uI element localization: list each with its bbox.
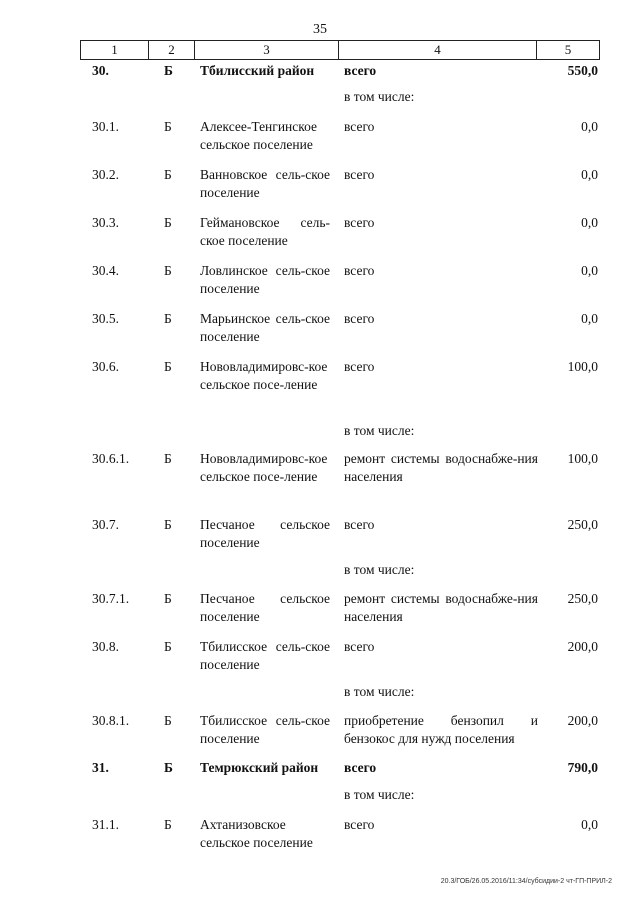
row-description: всего xyxy=(344,63,377,78)
row-value: 0,0 xyxy=(581,167,598,182)
row-description: всего xyxy=(344,817,375,832)
row-value: 0,0 xyxy=(581,119,598,134)
row-description: всего xyxy=(344,311,375,326)
row-value: 0,0 xyxy=(581,817,598,832)
row-value: 250,0 xyxy=(567,591,598,606)
row-category: Б xyxy=(164,817,172,832)
row-name: Тбилисское сель-ское поселение xyxy=(200,639,330,672)
row-number: 31.1. xyxy=(92,817,119,832)
row-name: Алексее-Тенгинское сельское поселение xyxy=(200,119,318,152)
row-number: 30.7. xyxy=(92,517,119,532)
row-description: всего xyxy=(344,639,375,654)
subtotal-label: в том числе: xyxy=(344,89,415,104)
page-number: 35 xyxy=(313,22,327,37)
row-name: Темрюкский район xyxy=(200,760,319,775)
row-category: Б xyxy=(164,119,172,134)
row-number: 30.1. xyxy=(92,119,119,134)
row-number: 30.6.1. xyxy=(92,451,130,466)
subtotal-label: в том числе: xyxy=(344,684,415,699)
row-category: Б xyxy=(164,451,172,466)
row-description: ремонт системы водоснабже-ния населения xyxy=(344,451,538,484)
row-category: Б xyxy=(164,639,172,654)
row-number: 30.5. xyxy=(92,311,119,326)
row-category: Б xyxy=(164,215,172,230)
row-description: всего xyxy=(344,517,375,532)
subtotal-label: в том числе: xyxy=(344,787,415,802)
row-number: 30. xyxy=(92,63,109,78)
row-number: 30.4. xyxy=(92,263,119,278)
row-value: 100,0 xyxy=(567,359,598,374)
row-description: всего xyxy=(344,119,375,134)
row-description: всего xyxy=(344,359,375,374)
row-value: 200,0 xyxy=(567,639,598,654)
row-number: 30.2. xyxy=(92,167,119,182)
header-col-1: 1 xyxy=(81,41,149,59)
row-description: приобретение бензопил и бензокос для нужд поселения xyxy=(344,713,538,746)
row-category: Б xyxy=(164,517,172,532)
row-name: Песчаное сельское поселение xyxy=(200,591,330,624)
header-col-4: 4 xyxy=(339,41,537,59)
row-description: всего xyxy=(344,263,375,278)
header-col-5: 5 xyxy=(564,42,572,57)
header-col-3: 3 xyxy=(195,41,339,59)
row-name: Ахтанизовское сельское поселение xyxy=(200,817,313,850)
row-number: 30.7.1. xyxy=(92,591,130,606)
row-number: 30.3. xyxy=(92,215,119,230)
row-description: всего xyxy=(344,760,377,775)
row-number: 30.8.1. xyxy=(92,713,130,728)
header-col-2: 2 xyxy=(149,41,195,59)
row-description: ремонт системы водоснабже-ния населения xyxy=(344,591,538,624)
row-category: Б xyxy=(164,760,173,775)
row-category: Б xyxy=(164,311,172,326)
row-name: Марьинское сель-ское поселение xyxy=(200,311,330,344)
document-footer: 20.3/ГОБ/26.05.2016/11:34/субсидии-2 чт-ГП-ПРИЛ-2 xyxy=(440,878,612,885)
row-number: 30.8. xyxy=(92,639,119,654)
row-category: Б xyxy=(164,263,172,278)
row-value: 0,0 xyxy=(581,215,598,230)
row-value: 790,0 xyxy=(567,760,598,775)
row-value: 100,0 xyxy=(567,451,598,466)
row-category: Б xyxy=(164,713,172,728)
row-name: Нововладимировс-кое сельское посе-ление xyxy=(200,359,328,392)
row-number: 31. xyxy=(92,760,109,775)
subtotal-label: в том числе: xyxy=(344,423,415,438)
subtotal-label: в том числе: xyxy=(344,562,415,577)
row-value: 0,0 xyxy=(581,311,598,326)
row-description: всего xyxy=(344,215,375,230)
row-name: Песчаное сельское поселение xyxy=(200,517,330,550)
row-value: 250,0 xyxy=(567,517,598,532)
row-value: 200,0 xyxy=(567,713,598,728)
row-name: Ловлинское сель-ское поселение xyxy=(200,263,330,296)
row-value: 550,0 xyxy=(567,63,598,78)
row-name: Нововладимировс-кое сельское посе-ление xyxy=(200,451,328,484)
row-category: Б xyxy=(164,591,172,606)
row-category: Б xyxy=(164,63,173,78)
row-value: 0,0 xyxy=(581,263,598,278)
row-description: всего xyxy=(344,167,375,182)
row-category: Б xyxy=(164,359,172,374)
row-name: Тбилисский район xyxy=(200,63,315,78)
row-name: Геймановское сель-ское поселение xyxy=(200,215,330,248)
row-category: Б xyxy=(164,167,172,182)
row-name: Ванновское сель-ское поселение xyxy=(200,167,330,200)
row-name: Тбилисское сель-ское поселение xyxy=(200,713,330,746)
row-number: 30.6. xyxy=(92,359,119,374)
